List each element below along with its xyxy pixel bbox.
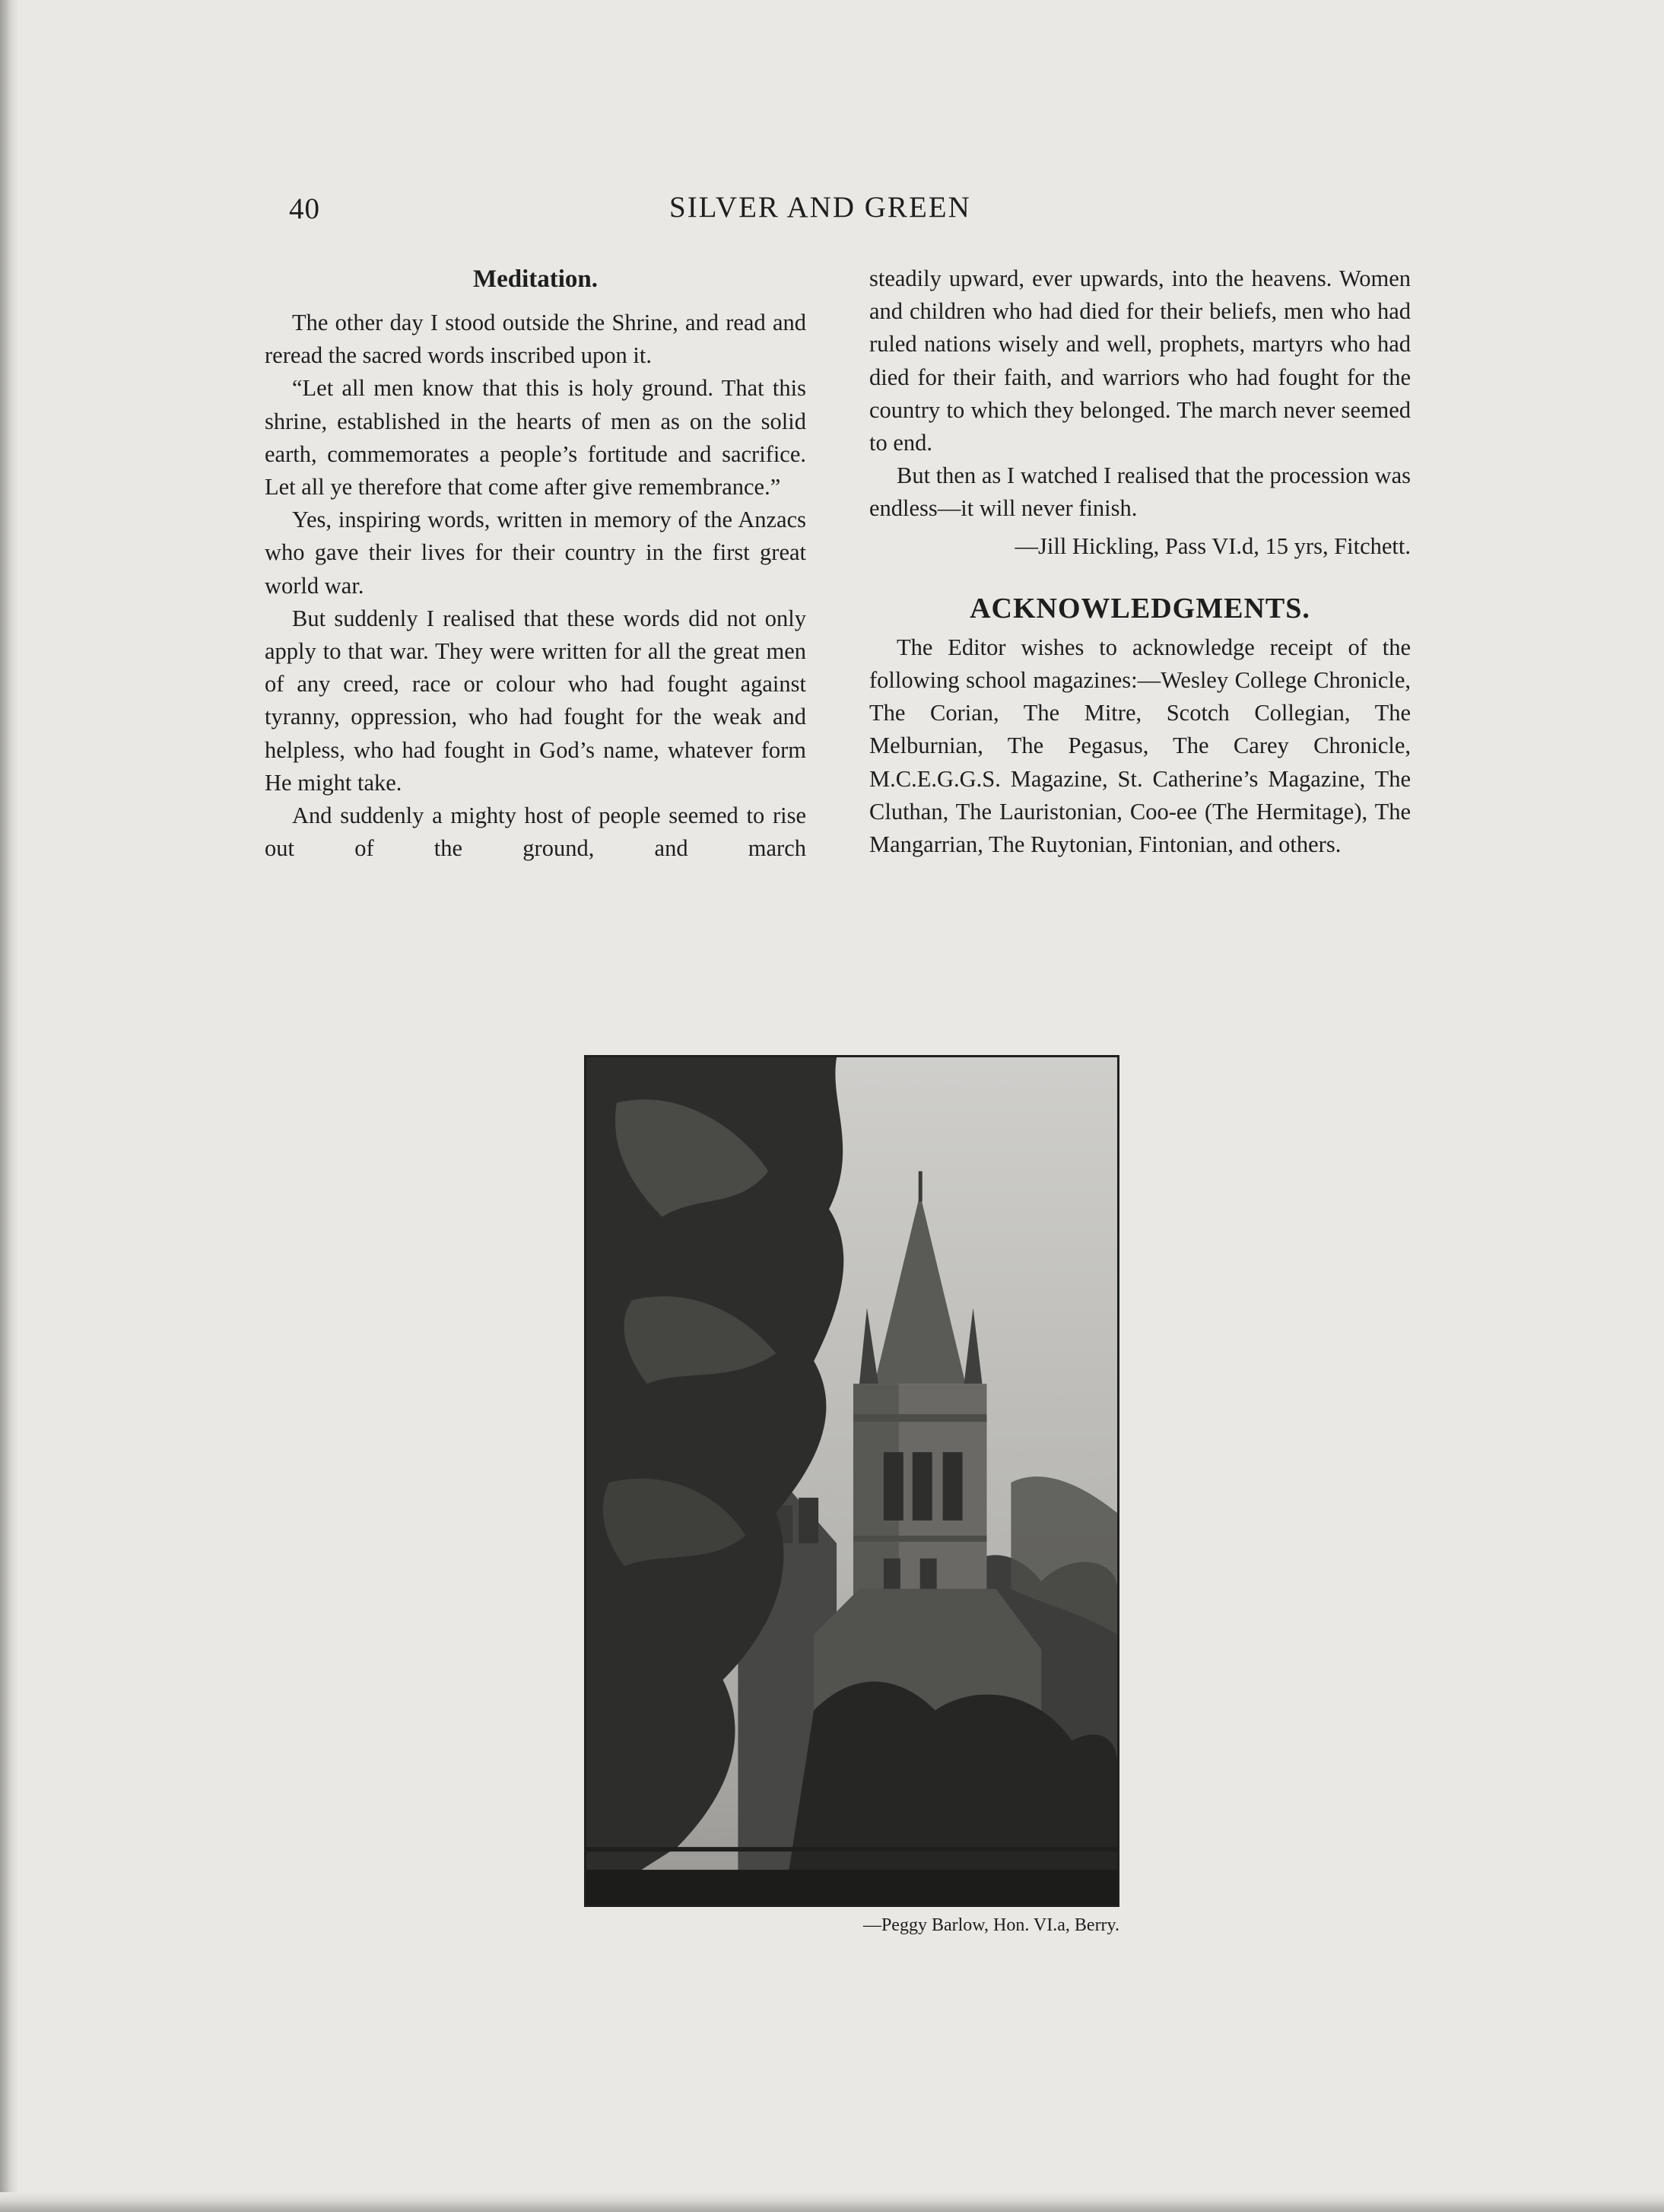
meditation-title: Meditation.: [472, 265, 599, 293]
acknowledgments-body: The Editor wishes to acknowledge receipt of the following school magazines:—Wesley College Chronicle, The Corian, The Mitre, Scotch Collegian, The Melburnian, The Pegasus, The Carey Chronicle, M.C.E.G.G.S. Magazine, St. Catherine’s Magazine, The Cluthan, The Lauristonian, Coo-ee (The Hermitage), The Mangarrian, The Ruytonian, Fintonian, and others.: [869, 634, 1411, 858]
left-column: [265, 262, 806, 865]
page-edge-shadow-left: [0, 0, 18, 2212]
photo-illustration: [586, 1057, 1117, 1905]
running-head: SILVER AND GREEN: [669, 191, 971, 224]
acknowledgments-title: ACKNOWLEDGMENTS.: [970, 592, 1310, 625]
meditation-paragraph-3: Yes, inspiring words, written in memory of the Anzacs who gave their lives for their country in the first great world war.: [265, 507, 806, 599]
meditation-paragraph-4: But suddenly I realised that these words did not only apply to that war. They were written for all the great men of any creed, race or colour who had fought against tyranny, oppression, who had fought for the weak and helpless, who had fought in God’s name, whatever form He might take.: [265, 605, 806, 796]
school-tower-photo: [584, 1055, 1119, 1907]
meditation-paragraph-5-continued: steadily upward, ever upwards, into the heavens. Women and children who had died for their beliefs, men who had ruled nations wisely and well, prophets, martyrs who had died for their faith, and warriors who had fought for the country to which they belonged. The march never seemed to end.: [869, 265, 1411, 456]
page-edge-shadow-bottom: [0, 2192, 1664, 2212]
page-number: 40: [289, 192, 320, 225]
meditation-signature: —Jill Hickling, Pass VI.d, 15 yrs, Fitchett.: [1015, 532, 1411, 559]
meditation-paragraph-6: But then as I watched I realised that the procession was endless—it will never finish.: [869, 462, 1411, 522]
meditation-paragraph-5-start: And suddenly a mighty host of people seemed to rise out of the ground, and march: [265, 802, 806, 862]
meditation-paragraph-2: “Let all men know that this is holy ground. That this shrine, established in the hearts of men as on the solid earth, commemorates a people’s fortitude and sacrifice. Let all ye therefore that come after give remembrance.”: [265, 375, 806, 501]
meditation-paragraph-1: The other day I stood outside the Shrine, and read and reread the sacred words inscribed upon it.: [265, 310, 806, 369]
photo-caption: —Peggy Barlow, Hon. VI.a, Berry.: [862, 1915, 1119, 1935]
right-column: [869, 262, 1411, 861]
